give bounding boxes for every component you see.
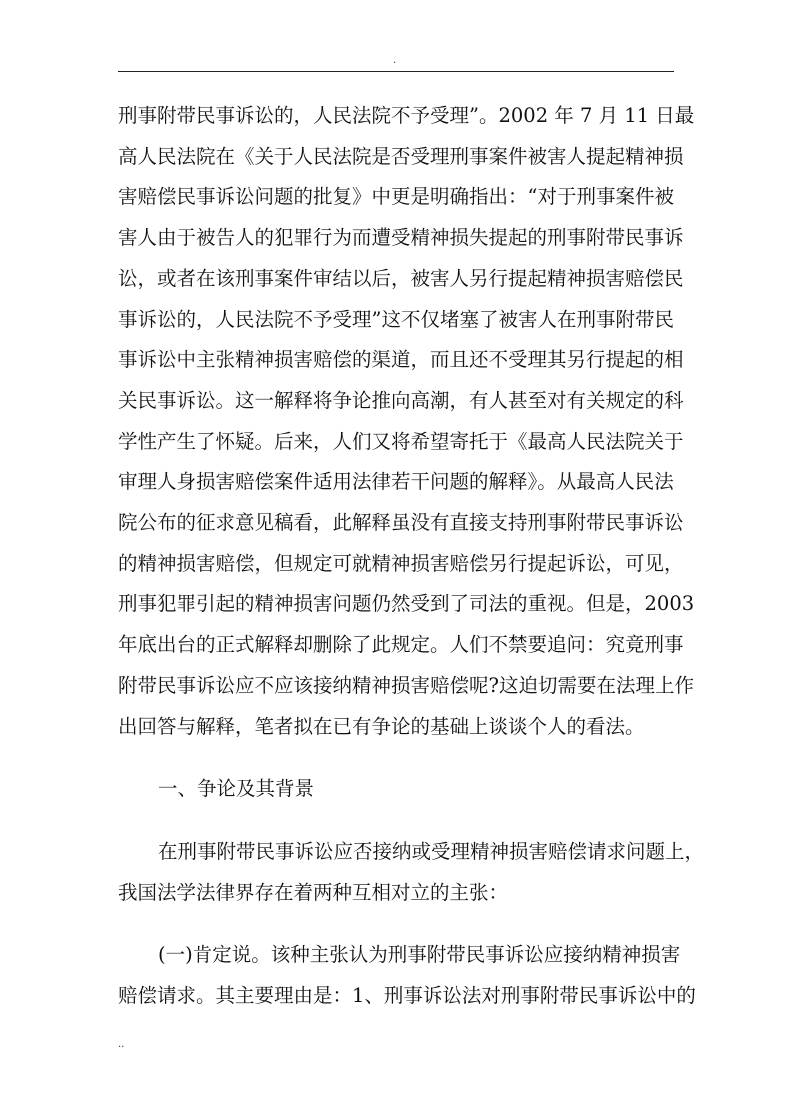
text-line: 害人由于被告人的犯罪行为而遭受精神损失提起的刑事附带民事诉 — [118, 226, 684, 250]
header-mark: . — [393, 55, 397, 66]
text-line: 附带民事诉讼应不应该接纳精神损害赔偿呢?这迫切需要在法理上作 — [118, 673, 694, 697]
paragraph-affirmative — [118, 935, 696, 1016]
text-line: 年底出台的正式解释却删除了此规定。人们不禁要追问：究竟刑事 — [118, 633, 684, 657]
text-line: 事诉讼中主张精神损害赔偿的渠道，而且还不受理其另行提起的相 — [118, 348, 684, 372]
text-line: 关民事诉讼。这一解释将争论推向高潮，有人甚至对有关规定的科 — [118, 388, 684, 412]
footer-mark: .. — [118, 1039, 125, 1050]
text-line: 我国法学法律界存在着两种互相对立的主张： — [118, 880, 509, 904]
text-line: 审理人身损害赔偿案件适用法律若干问题的解释》。从最高人民法 — [118, 470, 674, 494]
text-line: 学性产生了怀疑。后来，人们又将希望寄托于《最高人民法院关于 — [118, 429, 684, 453]
paragraph-continuation — [118, 96, 695, 747]
text-line: (一)肯定说。该种主张认为刑事附带民事诉讼应接纳精神损害 — [158, 943, 681, 967]
text-line: 院公布的征求意见稿看，此解释虽没有直接支持刑事附带民事诉讼 — [118, 511, 684, 535]
text-line: 讼，或者在该刑事案件审结以后，被害人另行提起精神损害赔偿民 — [118, 266, 684, 290]
text-line: 事诉讼的，人民法院不予受理”这不仅堵塞了被害人在刑事附带民 — [118, 307, 674, 331]
heading-text: 一、争论及其背景 — [158, 777, 315, 801]
document-body — [118, 96, 705, 1017]
text-line: 赔偿请求。其主要理由是：1、刑事诉讼法对刑事附带民事诉讼中的 — [118, 984, 696, 1008]
text-line: 刑事犯罪引起的精神损害问题仍然受到了司法的重视。但是，2003 — [118, 592, 695, 616]
text-line: 害赔偿民事诉讼问题的批复》中更是明确指出：“对于刑事案件被 — [118, 185, 674, 209]
text-line: 的精神损害赔偿，但规定可就精神损害赔偿另行提起诉讼，可见， — [118, 551, 684, 575]
header-rule — [118, 71, 674, 72]
text-line: 刑事附带民事诉讼的，人民法院不予受理”。2002 年 7 月 11 日最 — [118, 104, 695, 127]
text-line: 高人民法院在《关于人民法院是否受理刑事案件被害人提起精神损 — [118, 144, 684, 168]
paragraph-intro — [118, 832, 705, 913]
text-line: 在刑事附带民事诉讼应否接纳或受理精神损害赔偿请求问题上， — [158, 839, 705, 863]
section-heading — [118, 769, 678, 810]
text-line: 出回答与解释，笔者拟在已有争论的基础上谈谈个人的看法。 — [118, 714, 645, 738]
